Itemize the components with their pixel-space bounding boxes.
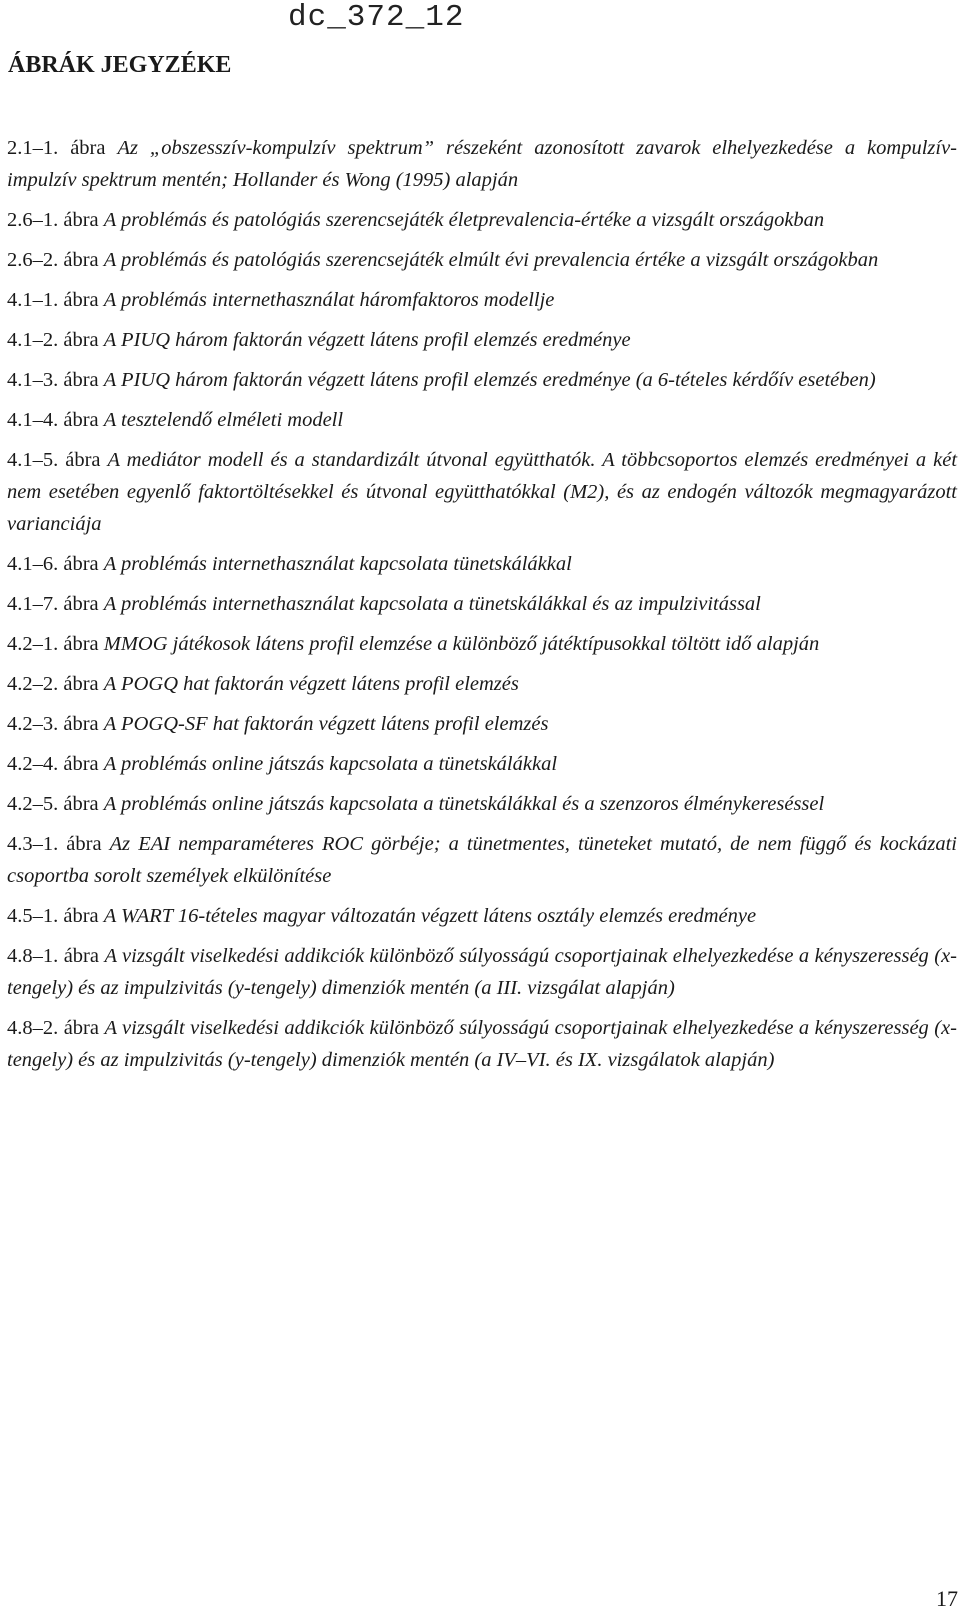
figure-entry	[7, 548, 957, 580]
figure-number: 4.1–7. ábra	[7, 593, 99, 615]
page-heading: ÁBRÁK JEGYZÉKE	[8, 52, 232, 78]
figure-caption: A tesztelendő elméleti modell	[103, 409, 344, 431]
figure-caption: A POGQ-SF hat faktorán végzett látens profil elemzés	[103, 713, 549, 735]
figure-number: 4.1–6. ábra	[7, 553, 99, 575]
figure-number: 4.1–4. ábra	[7, 409, 99, 431]
figure-entry	[7, 900, 957, 932]
figure-number: 4.8–2. ábra	[7, 1017, 99, 1039]
figure-entry	[7, 1012, 957, 1076]
figure-number: 4.1–3. ábra	[7, 369, 99, 391]
figure-number: 4.8–1. ábra	[7, 945, 99, 967]
figure-caption: MMOG játékosok látens profil elemzése a különböző játéktípusokkal töltött idő alapján	[103, 633, 820, 655]
figure-entry	[7, 788, 957, 820]
figure-entry	[7, 668, 957, 700]
figure-entry	[7, 324, 957, 356]
figure-caption: A mediátor modell és a standardizált útvonal együtthatók. A többcsoportos elemzés eredményei a két nem esetében egyenlő faktortöltésekkel és útvonal együtthatókkal (M2), és az endogén változók megmagyarázott varianciája	[7, 449, 958, 535]
figure-caption: A problémás és patológiás szerencsejáték elmúlt évi prevalencia értéke a vizsgált országokban	[103, 249, 879, 271]
figure-entry	[7, 588, 957, 620]
page-number: 17	[936, 1586, 958, 1611]
figure-caption: A PIUQ három faktorán végzett látens profil elemzés eredménye (a 6-tételes kérdőív esetében)	[103, 369, 876, 391]
figure-caption: Az EAI nemparaméteres ROC görbéje; a tünetmentes, tüneteket mutató, de nem függő és kockázati csoportba sorolt személyek elkülönítése	[7, 833, 958, 887]
figure-caption: A PIUQ három faktorán végzett látens profil elemzés eredménye	[103, 329, 631, 351]
figure-list	[7, 132, 957, 1084]
figure-number: 2.6–2. ábra	[7, 249, 99, 271]
figure-number: 4.1–5. ábra	[7, 449, 101, 471]
figure-number: 4.5–1. ábra	[7, 905, 99, 927]
figure-caption: A WART 16-tételes magyar változatán végzett látens osztály elemzés eredménye	[103, 905, 757, 927]
figure-number: 2.6–1. ábra	[7, 209, 99, 231]
figure-entry	[7, 204, 957, 236]
figure-entry	[7, 628, 957, 660]
figure-caption: A problémás internethasználat kapcsolata a tünetskálákkal és az impulzivitással	[103, 593, 761, 615]
figure-number: 4.1–1. ábra	[7, 289, 99, 311]
figure-caption: A problémás online játszás kapcsolata a tünetskálákkal	[103, 753, 558, 775]
figure-entry	[7, 748, 957, 780]
figure-entry	[7, 708, 957, 740]
figure-entry	[7, 132, 957, 196]
figure-number: 4.2–2. ábra	[7, 673, 99, 695]
figure-entry	[7, 284, 957, 316]
figure-caption: A problémás internethasználat kapcsolata tünetskálákkal	[103, 553, 572, 575]
figure-caption: A vizsgált viselkedési addikciók különböző súlyosságú csoportjainak elhelyezkedése a kényszeresség (x-tengely) és az impulzivitás (y-tengely) dimenziók mentén (a IV–VI. és IX. vizsgálatok alapján)	[7, 1017, 958, 1071]
figure-entry	[7, 444, 957, 540]
figure-caption: Az „obszesszív-kompulzív spektrum” részeként azonosított zavarok elhelyezkedése a kompulzív-impulzív spektrum mentén; Hollander és Wong (1995) alapján	[7, 137, 957, 191]
figure-caption: A problémás online játszás kapcsolata a tünetskálákkal és a szenzoros élménykereséssel	[103, 793, 825, 815]
figure-number: 4.2–4. ábra	[7, 753, 99, 775]
document-id: dc_372_12	[288, 0, 465, 35]
figure-caption: A vizsgált viselkedési addikciók különböző súlyosságú csoportjainak elhelyezkedése a kényszeresség (x-tengely) és az impulzivitás (y-tengely) dimenziók mentén (a III. vizsgálat alapján)	[7, 945, 958, 999]
figure-entry	[7, 364, 957, 396]
figure-number: 4.2–5. ábra	[7, 793, 99, 815]
figure-number: 4.3–1. ábra	[7, 833, 102, 855]
figure-entry	[7, 244, 957, 276]
figure-number: 2.1–1. ábra	[7, 137, 106, 159]
figure-number: 4.1–2. ábra	[7, 329, 99, 351]
figure-number: 4.2–1. ábra	[7, 633, 99, 655]
figure-entry	[7, 828, 957, 892]
figure-number: 4.2–3. ábra	[7, 713, 99, 735]
figure-caption: A POGQ hat faktorán végzett látens profil elemzés	[103, 673, 519, 695]
figure-caption: A problémás és patológiás szerencsejáték életprevalencia-értéke a vizsgált országokban	[103, 209, 825, 231]
figure-entry	[7, 404, 957, 436]
figure-caption: A problémás internethasználat háromfaktoros modellje	[103, 289, 555, 311]
figure-entry	[7, 940, 957, 1004]
